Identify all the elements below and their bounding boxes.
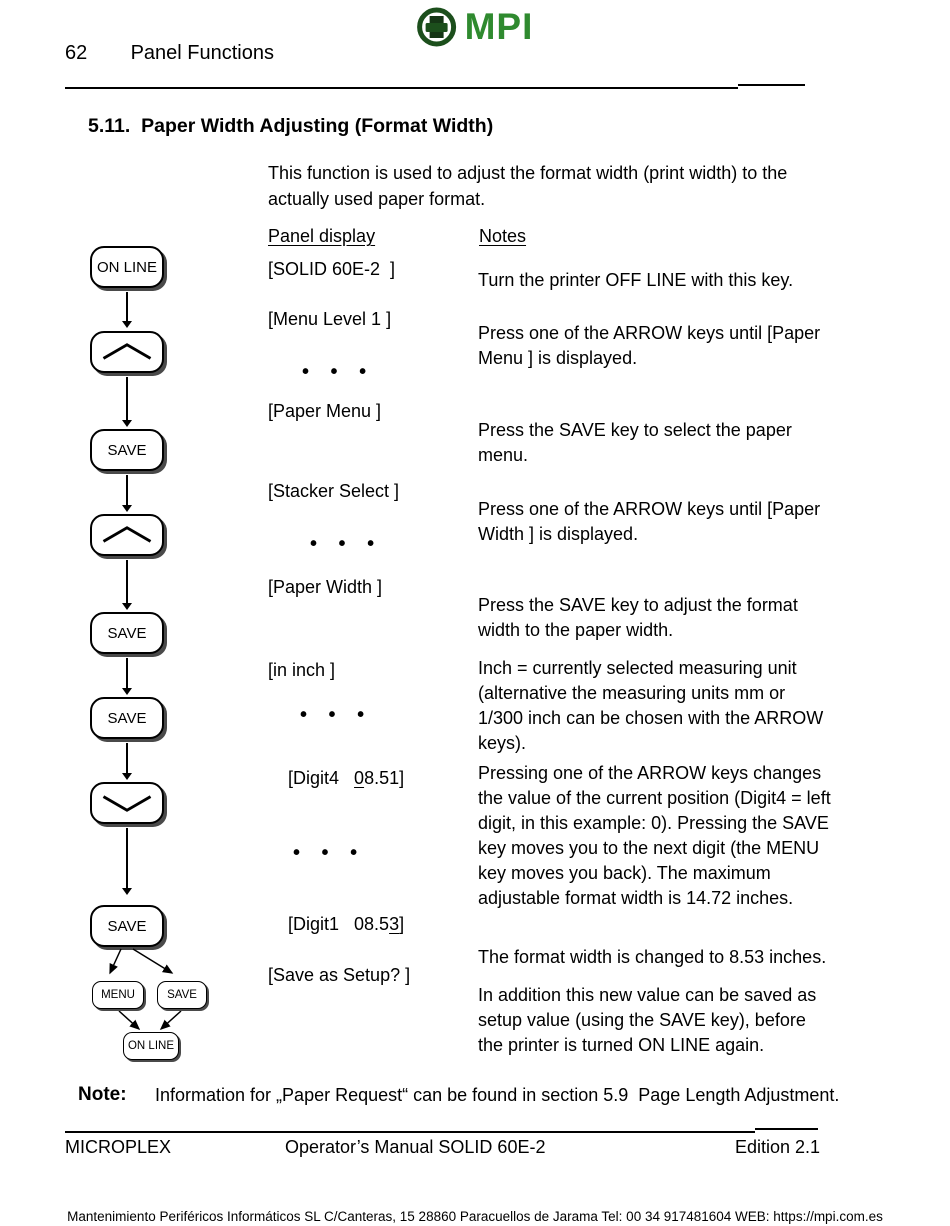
online-key-bottom (123, 1032, 179, 1060)
save-key-label: SAVE (107, 917, 147, 935)
panel-display-digit4 (268, 747, 404, 810)
flow-arrow-down-4 (126, 560, 128, 603)
panel-display-menu-level-1: [Menu Level 1 ] (268, 309, 392, 329)
page-number: 62 (65, 42, 88, 64)
ellipsis-dots-4: • • • (293, 842, 366, 864)
footer-rule (65, 1131, 755, 1133)
panel-display-stacker-select: [Stacker Select ] (268, 481, 400, 501)
flow-arrow-down-6 (126, 743, 128, 773)
notes-column-header: Notes (479, 226, 527, 246)
ellipsis-dots-1: • • • (302, 361, 375, 383)
note-paper-request: Information for „Paper Request“ can be found in section 5.9 Page Length Adjustment. (155, 1085, 840, 1105)
panel-display-save-as-setup: [Save as Setup? ] (268, 965, 411, 985)
page-header-title: Panel Functions (130, 42, 274, 64)
arrow-down-key-1 (90, 782, 164, 824)
flow-arrow-down-1 (126, 292, 128, 321)
save-key-label: SAVE (107, 709, 147, 727)
flow-arrow-down-5 (126, 658, 128, 688)
panel-display-digit1 (268, 893, 404, 956)
save-key-2 (90, 612, 164, 654)
mpi-logo (417, 6, 534, 48)
panel-display-column-header: Panel display (268, 226, 376, 246)
save-key-label: SAVE (107, 624, 147, 642)
header-rule (65, 87, 738, 89)
ellipsis-dots-2: • • • (310, 533, 383, 555)
flow-arrow-down-3 (126, 475, 128, 505)
note-width-changed: The format width is changed to 8.53 inches. (478, 947, 827, 967)
save-key-label: SAVE (107, 441, 147, 459)
footer-edition: Edition 2.1 (735, 1137, 821, 1157)
note-label: Note: (78, 1084, 127, 1105)
digit1-underlined-digit: 3 (389, 914, 400, 934)
arrow-up-key-2 (90, 514, 164, 556)
footer-company: MICROPLEX (65, 1137, 172, 1157)
online-key-label: ON LINE (96, 258, 157, 276)
save-key-1 (90, 429, 164, 471)
printer-in-circle-icon (417, 7, 457, 47)
note-arrow-to-paper-menu: Press one of the ARROW keys until [Paper Menu ] is displayed. (478, 323, 821, 368)
footer-rule-tail (755, 1128, 818, 1130)
menu-key-label: MENU (101, 989, 135, 1001)
save-key-label: SAVE (167, 989, 197, 1001)
footer-manual-title: Operator’s Manual SOLID 60E-2 (285, 1137, 546, 1157)
panel-display-paper-menu: [Paper Menu ] (268, 401, 382, 421)
digit1-suffix: ] (399, 914, 405, 934)
online-key-label: ON LINE (127, 1040, 174, 1052)
note-arrow-to-paper-width: Press one of the ARROW keys until [Paper Width ] is displayed. (478, 499, 821, 544)
page-header (65, 42, 274, 65)
note-save-select-paper-menu: Press the SAVE key to select the paper menu. (478, 420, 792, 465)
flow-arrow-down-2 (126, 377, 128, 420)
header-rule-tail (738, 84, 805, 86)
digit4-underlined-digit: 0 (354, 768, 365, 788)
arrow-up-key-1 (90, 331, 164, 373)
note-turn-offline: Turn the printer OFF LINE with this key. (478, 270, 794, 290)
footer-address: Mantenimiento Periféricos Informáticos SL C/Canteras, 15 28860 Paracuellos de Jarama Tel: 00 34 917481604 WEB: https://mpi.com.es (67, 1209, 883, 1224)
digit1-prefix: [Digit1 08.5 (288, 914, 390, 934)
flow-arrow-down-7 (126, 828, 128, 888)
ellipsis-dots-3: • • • (300, 704, 373, 726)
panel-display-in-inch: [in inch ] (268, 660, 336, 680)
online-key-top (90, 246, 164, 288)
note-save-as-setup-value: In addition this new value can be saved as setup value (using the SAVE key), before the printer is turned ON LINE again. (478, 985, 817, 1055)
mpi-logo-text: MPI (464, 6, 534, 47)
note-digit-editing: Pressing one of the ARROW keys changes the value of the current position (Digit4 = left digit, in this example: 0). Pressing the SAVE key moves you to the next digit (the MENU key moves you back). The maximum adjustable format width is 14.72 inches. (478, 763, 831, 908)
section-heading: 5.11. Paper Width Adjusting (Format Width) (88, 115, 494, 137)
panel-display-solid-60e2: [SOLID 60E-2 ] (268, 259, 396, 279)
chevron-up-icon (92, 516, 162, 554)
digit4-prefix: [Digit4 (288, 768, 355, 788)
chevron-down-icon (92, 784, 162, 822)
intro-paragraph: This function is used to adjust the format width (print width) to the actually used paper format. (268, 163, 788, 209)
digit4-suffix: 8.51] (364, 768, 405, 788)
save-key-4 (90, 905, 164, 947)
note-inch-measuring-unit: Inch = currently selected measuring unit (alternative the measuring units mm or 1/300 inch can be chosen with the ARROW keys). (478, 658, 824, 753)
save-key-small (157, 981, 207, 1009)
note-save-adjust-width: Press the SAVE key to adjust the format width to the paper width. (478, 595, 798, 640)
chevron-up-icon (92, 333, 162, 371)
menu-key (92, 981, 144, 1009)
panel-display-paper-width: [Paper Width ] (268, 577, 383, 597)
save-key-3 (90, 697, 164, 739)
